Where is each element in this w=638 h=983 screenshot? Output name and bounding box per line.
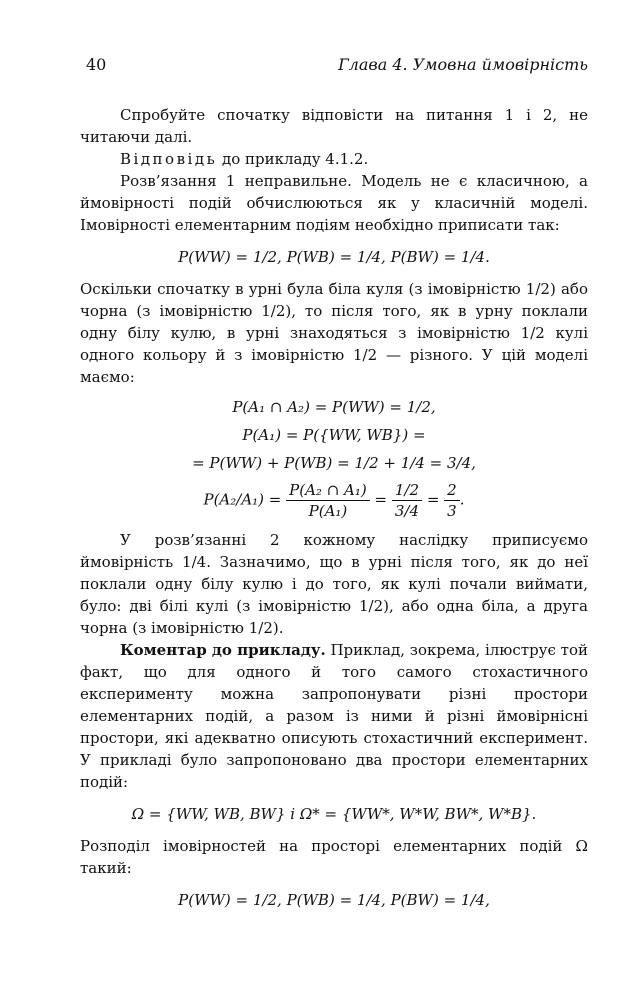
paragraph-comment [80, 639, 588, 793]
fraction-result-numerator: 2 [444, 480, 460, 501]
answer-rest: до прикладу 4.1.2. [217, 150, 369, 168]
paragraph-distribution: Розподіл імовірностей на просторі елементарних подій Ω такий: [80, 837, 588, 877]
fraction-values-denominator: 3/4 [394, 502, 420, 520]
paragraph-try-first: Спробуйте спочатку відповісти на питання 1 і 2, не читаючи далі. [80, 106, 588, 146]
fraction-values [392, 480, 422, 521]
equation-probabilities-1: P(WW) = 1/2, P(WB) = 1/4, P(BW) = 1/4. [178, 248, 490, 266]
equals-sign: = [426, 490, 440, 509]
conditional-lhs: P(A₂/A₁) = [203, 490, 282, 509]
fraction-values-numerator: 1/2 [392, 480, 422, 501]
fraction-result [444, 480, 460, 521]
equation-sample-spaces: Ω = {WW, WB, BW} і Ω* = {WW*, W*W, BW*, W*B}. [131, 805, 537, 823]
answer-lead: Відповідь [120, 150, 218, 168]
comment-lead: Коментар до прикладу. [120, 641, 326, 659]
page-body [80, 104, 588, 921]
equation-p-a1-sum: = P(WW) + P(WB) = 1/2 + 1/4 = 3/4, [192, 454, 476, 472]
paragraph-answer-heading [80, 148, 588, 170]
running-title: Глава 4. Умовна ймовірність [338, 55, 588, 74]
paragraph-urn-explanation: Оскільки спочатку в урні була біла куля (з імовірністю 1/2) або чорна (з імовірністю 1/2), то після того, як в урну поклали одну білу кулю, в урні знаходяться з імовірністю 1/2 кулі одного кольору й з імовірністю 1/2 — різного. У цій моделі маємо: [80, 280, 588, 386]
paragraph-solution-1: Розв’язання 1 неправильне. Модель не є класичною, а ймовірності подій обчислюються як у класичній моделі. Імовірності елементарним подіям необхідно приписати так: [80, 172, 588, 234]
equation-intersection: P(A₁ ∩ A₂) = P(WW) = 1/2, [232, 398, 436, 416]
equation-period: . [459, 490, 465, 509]
fraction-ratio [286, 480, 370, 521]
equation-probabilities-2: P(WW) = 1/2, P(WB) = 1/4, P(BW) = 1/4, [178, 891, 490, 909]
page-header [80, 54, 588, 76]
equation-block [80, 396, 588, 521]
paragraph-solution-2: У розв’язанні 2 кожному наслідку приписуємо ймовірність 1/4. Зазначимо, що в урні після того, як до неї поклали одну білу кулю і до того, як кулі почали виймати, було: дві білі кулі (з імовірністю 1/2), або одна біла, а друга чорна (з імовірністю 1/2). [80, 531, 588, 637]
equals-sign: = [374, 490, 388, 509]
comment-rest: Приклад, зокрема, ілюструє той факт, що для одного й того самого стохастичного експерименту можна запропонувати різні простори елементарних подій, а разом із ними й різні ймовірнісні простори, які адекватно описують стохастичний експеримент. У прикладі було запропоновано два простори елементарних подій: [80, 641, 588, 791]
fraction-ratio-denominator: P(A₁) [308, 502, 348, 520]
fraction-result-denominator: 3 [447, 502, 457, 520]
equation-conditional [80, 480, 588, 521]
page-number: 40 [86, 55, 107, 74]
equation-p-a1: P(A₁) = P({WW, WB}) = [242, 426, 426, 444]
fraction-ratio-numerator: P(A₂ ∩ A₁) [286, 480, 370, 501]
